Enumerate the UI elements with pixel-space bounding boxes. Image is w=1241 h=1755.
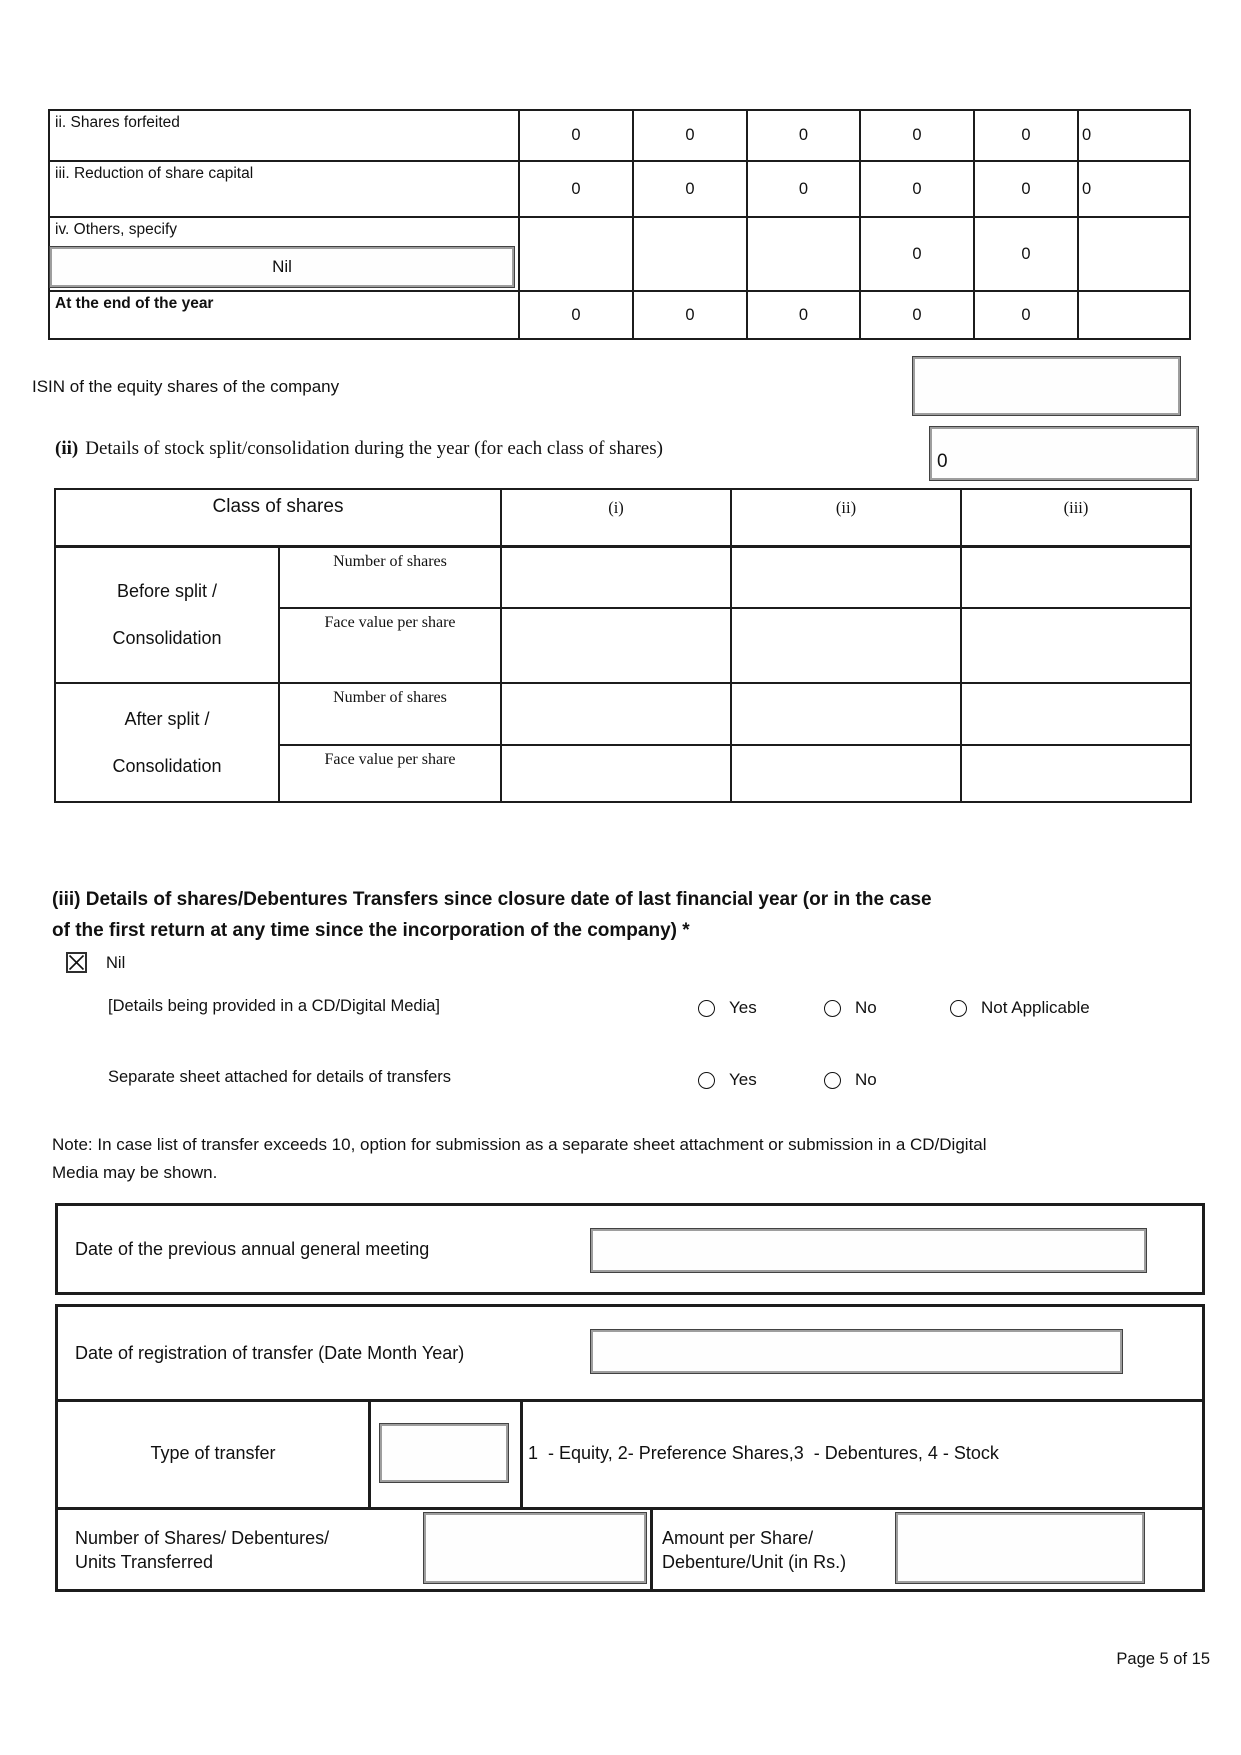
capital-value-cell[interactable]	[520, 218, 634, 292]
number-transferred-label	[75, 1510, 329, 1589]
capital-value-cell[interactable]: 0	[861, 292, 975, 340]
capital-value-cell[interactable]	[634, 218, 748, 292]
separate-sheet-label: Separate sheet attached for details of transfers	[108, 1068, 452, 1086]
capital-history-table	[48, 109, 1191, 340]
isin-label: ISIN of the equity shares of the company	[32, 377, 340, 396]
before-split-line2: Consolidation	[112, 628, 222, 648]
split-table-cell[interactable]	[732, 684, 962, 746]
radio-label: Not Applicable	[981, 998, 1090, 1017]
capital-row-label: ii. Shares forfeited	[50, 111, 520, 162]
split-table-cell[interactable]	[962, 548, 1192, 609]
split-table-cell[interactable]	[962, 746, 1192, 803]
number-transferred-line2: Units Transferred	[75, 1551, 214, 1572]
type-of-transfer-field[interactable]	[380, 1424, 508, 1482]
row-sublabel: Number of shares	[280, 684, 502, 746]
split-table-cell[interactable]	[502, 609, 732, 684]
capital-value-cell[interactable]: 0	[861, 162, 975, 218]
type-of-transfer-label: Type of transfer	[150, 1442, 276, 1463]
radio-circle-icon	[698, 1072, 715, 1089]
radio-label: No	[855, 998, 877, 1017]
capital-value-cell[interactable]: 0	[975, 292, 1079, 340]
capital-value-cell[interactable]	[748, 218, 861, 292]
note-line2: Media may be shown.	[52, 1162, 218, 1182]
number-transferred-line1: Number of Shares/ Debentures/	[75, 1527, 330, 1548]
amount-per-share-label	[662, 1510, 846, 1589]
capital-value-cell[interactable]: 0	[748, 162, 861, 218]
cd-media-radio-not-applicable[interactable]	[950, 998, 1090, 1018]
split-table-cell[interactable]	[502, 746, 732, 803]
isin-field[interactable]	[913, 357, 1180, 415]
agm-date-field[interactable]	[591, 1229, 1146, 1272]
row-sublabel: Face value per share	[280, 609, 502, 684]
others-specify-input[interactable]: Nil	[50, 247, 514, 287]
split-table-cell[interactable]	[962, 609, 1192, 684]
capital-value-cell[interactable]: 0	[861, 218, 975, 292]
capital-value-cell[interactable]: 0	[1079, 162, 1191, 218]
row-sublabel: Face value per share	[280, 746, 502, 803]
capital-value-cell[interactable]: 0	[748, 111, 861, 162]
transfer-details-box	[55, 1304, 1205, 1592]
checkbox-x-mark	[68, 954, 85, 971]
stock-split-count-field[interactable]: 0	[930, 427, 1198, 480]
radio-circle-icon	[950, 1000, 967, 1017]
radio-label: No	[855, 1070, 877, 1089]
amount-per-share-line1: Amount per Share/	[662, 1527, 814, 1548]
split-table-cell[interactable]	[962, 684, 1192, 746]
capital-value-cell[interactable]: 0	[634, 292, 748, 340]
divider	[650, 1507, 653, 1589]
page-number: Page 5 of 15	[1116, 1650, 1210, 1668]
before-split-label	[56, 548, 280, 684]
radio-circle-icon	[824, 1072, 841, 1089]
note-text	[52, 1131, 1212, 1186]
after-split-line1: After split /	[124, 708, 210, 729]
stock-split-label	[55, 438, 663, 460]
capital-value-cell[interactable]: 0	[634, 111, 748, 162]
cd-media-radio-yes[interactable]	[698, 998, 757, 1018]
radio-circle-icon	[698, 1000, 715, 1017]
stock-split-label-text: Details of stock split/consolidation during the year (for each class of shares)	[85, 438, 663, 459]
nil-checkbox-label: Nil	[106, 954, 126, 972]
separate-sheet-radio-no[interactable]	[824, 1070, 877, 1090]
agm-date-label: Date of the previous annual general meeting	[75, 1238, 430, 1259]
nil-checkbox[interactable]	[66, 952, 87, 973]
capital-value-cell[interactable]: 0	[1079, 111, 1191, 162]
separate-sheet-radio-yes[interactable]	[698, 1070, 757, 1090]
divider	[368, 1399, 371, 1507]
radio-label: Yes	[729, 1070, 757, 1089]
registration-date-label: Date of registration of transfer (Date Month Year)	[75, 1342, 465, 1363]
type-of-transfer-hint: 1 - Equity, 2- Preference Shares,3 - Debentures, 4 - Stock	[528, 1442, 999, 1463]
registration-date-field[interactable]	[591, 1330, 1122, 1373]
split-table-cell[interactable]	[502, 684, 732, 746]
capital-value-cell[interactable]: 0	[520, 111, 634, 162]
capital-row-label: iii. Reduction of share capital	[50, 162, 520, 218]
capital-value-cell[interactable]: 0	[634, 162, 748, 218]
capital-value-cell[interactable]	[1079, 218, 1191, 292]
transfers-heading-line1: (iii) Details of shares/Debentures Transfers since closure date of last financial year (or in the case	[52, 889, 932, 910]
radio-label: Yes	[729, 998, 757, 1017]
capital-value-cell[interactable]: 0	[975, 218, 1079, 292]
capital-value-cell[interactable]: 0	[861, 111, 975, 162]
cd-media-radio-no[interactable]	[824, 998, 877, 1018]
column-header-iii: (iii)	[962, 490, 1192, 548]
amount-per-share-line2: Debenture/Unit (in Rs.)	[662, 1551, 847, 1572]
after-split-line2: Consolidation	[112, 755, 222, 776]
capital-value-cell[interactable]: 0	[748, 292, 861, 340]
agm-date-box	[55, 1203, 1205, 1295]
before-split-line1: Before split /	[116, 581, 218, 601]
capital-value-cell[interactable]: 0	[520, 292, 634, 340]
others-specify-label: iv. Others, specify	[55, 221, 178, 238]
class-of-shares-table	[54, 488, 1192, 803]
capital-row-label-others	[50, 218, 520, 292]
amount-per-share-field[interactable]	[896, 1513, 1144, 1583]
split-table-cell[interactable]	[732, 548, 962, 609]
number-transferred-field[interactable]	[424, 1513, 646, 1583]
capital-value-cell[interactable]: 0	[520, 162, 634, 218]
split-table-cell[interactable]	[732, 609, 962, 684]
transfers-heading-line2: of the first return at any time since the incorporation of the company) *	[52, 920, 690, 941]
capital-value-cell[interactable]	[1079, 292, 1191, 340]
column-header-ii: (ii)	[732, 490, 962, 548]
row-sublabel: Number of shares	[280, 548, 502, 609]
radio-circle-icon	[824, 1000, 841, 1017]
capital-value-cell[interactable]: 0	[975, 162, 1079, 218]
divider	[520, 1399, 523, 1507]
transfers-heading	[52, 884, 1197, 946]
class-of-shares-header: Class of shares	[56, 490, 502, 548]
capital-row-label: At the end of the year	[50, 292, 520, 340]
after-split-label	[56, 684, 280, 803]
column-header-i: (i)	[502, 490, 732, 548]
capital-value-cell[interactable]: 0	[975, 111, 1079, 162]
split-table-cell[interactable]	[732, 746, 962, 803]
split-table-cell[interactable]	[502, 548, 732, 609]
cd-media-label: [Details being provided in a CD/Digital Media]	[108, 997, 440, 1015]
stock-split-label-prefix: (ii)	[55, 438, 79, 459]
note-line1: Note: In case list of transfer exceeds 10, option for submission as a separate sheet attachment or submission in a CD/Digital	[52, 1135, 987, 1154]
